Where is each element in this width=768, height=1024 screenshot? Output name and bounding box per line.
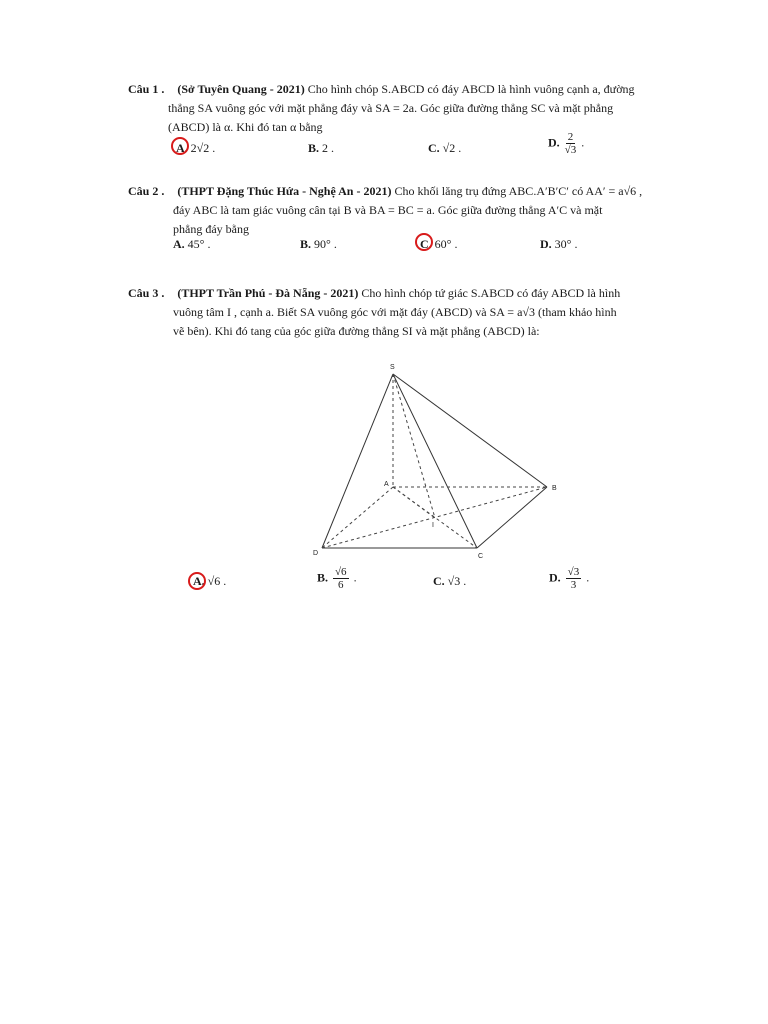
- question-3-label: Câu 3 .: [128, 286, 165, 300]
- question-3-text-1: Cho hình chóp tứ giác S.ABCD có đáy ABCD là hình: [361, 286, 621, 300]
- diag-db: [322, 487, 547, 548]
- fraction: $\frac{√3}{3}$: [567, 566, 580, 591]
- question-1-text-1: Cho hình chóp S.ABCD có đáy ABCD là hình vuông cạnh a, đường: [307, 82, 635, 96]
- q2-option-a[interactable]: A. 45° .: [173, 237, 211, 251]
- edge-sd: [322, 374, 393, 548]
- vertex-label-c: C: [478, 553, 484, 560]
- segment-si: [393, 374, 435, 518]
- q2-option-d[interactable]: D. 30° .: [540, 237, 578, 251]
- edge-sb: [393, 374, 547, 487]
- q2-option-c[interactable]: C. 60° .: [420, 235, 457, 254]
- question-3-options: [193, 566, 613, 594]
- vertex-label-b: B: [552, 485, 557, 492]
- edge-cb: [477, 487, 547, 548]
- vertex-label-d: D: [313, 550, 319, 557]
- q3-option-d[interactable]: D. $\frac{√3}{3}$ .: [549, 566, 590, 591]
- q3-option-a[interactable]: A. √6 .: [193, 574, 226, 589]
- question-3-text-2: vuông tâm I , cạnh a. Biết SA vuông góc với mặt đáy (ABCD) và SA = a√3 (tham khảo hình: [173, 305, 617, 319]
- vertex-label-s: S: [390, 364, 395, 371]
- q1-option-c[interactable]: C. √2 .: [428, 141, 462, 155]
- question-2-label: Câu 2 .: [128, 184, 165, 198]
- question-3-source: (THPT Trần Phú - Đà Nẵng - 2021): [177, 286, 359, 300]
- q1-option-a[interactable]: A. 2√2 .: [176, 139, 215, 158]
- question-2-text-1: Cho khối lăng trụ đứng ABC.A′B′C′ có AA′ = a√6 ,: [394, 184, 643, 198]
- vertex-label-a: A: [384, 481, 389, 488]
- question-1-text-2: thẳng SA vuông góc với mặt phẳng đáy và SA = 2a. Góc giữa đường thẳng SC và mặt phẳng: [168, 101, 614, 115]
- question-2-text-3: phẳng đáy bằng: [173, 222, 249, 236]
- question-2-text-2: đáy ABC là tam giác vuông cân tại B và BA = BC = a. Góc giữa đường thẳng A′C và mặt: [173, 203, 603, 217]
- question-1-label: Câu 1 .: [128, 82, 165, 96]
- vertex-label-i: I: [432, 522, 434, 529]
- q3-option-c[interactable]: C. √3 .: [433, 574, 467, 588]
- answer-circle: [188, 572, 206, 590]
- q2-option-b[interactable]: B. 90° .: [300, 237, 337, 251]
- fraction: $\frac{2}{√3}$: [564, 131, 577, 156]
- diag-ac: [393, 487, 477, 548]
- question-3-text-3: vẽ bên). Khi đó tang của góc giữa đường thẳng SI và mặt phẳng (ABCD) là:: [173, 324, 540, 338]
- question-2-source: (THPT Đặng Thúc Hứa - Nghệ An - 2021): [177, 184, 392, 198]
- q3-option-b[interactable]: B. $\frac{√6}{6}$ .: [317, 566, 357, 591]
- question-1-text-3: (ABCD) là α. Khi đó tan α bằng: [168, 120, 323, 134]
- edge-sc: [393, 374, 477, 548]
- fraction: $\frac{√6}{6}$: [335, 566, 347, 591]
- segment-ai: [393, 487, 435, 518]
- q1-option-b[interactable]: B. 2 .: [308, 141, 335, 155]
- q1-option-d[interactable]: D. $\frac{2}{√3}$ .: [548, 131, 585, 156]
- question-1-source: (Sở Tuyên Quang - 2021): [177, 82, 305, 96]
